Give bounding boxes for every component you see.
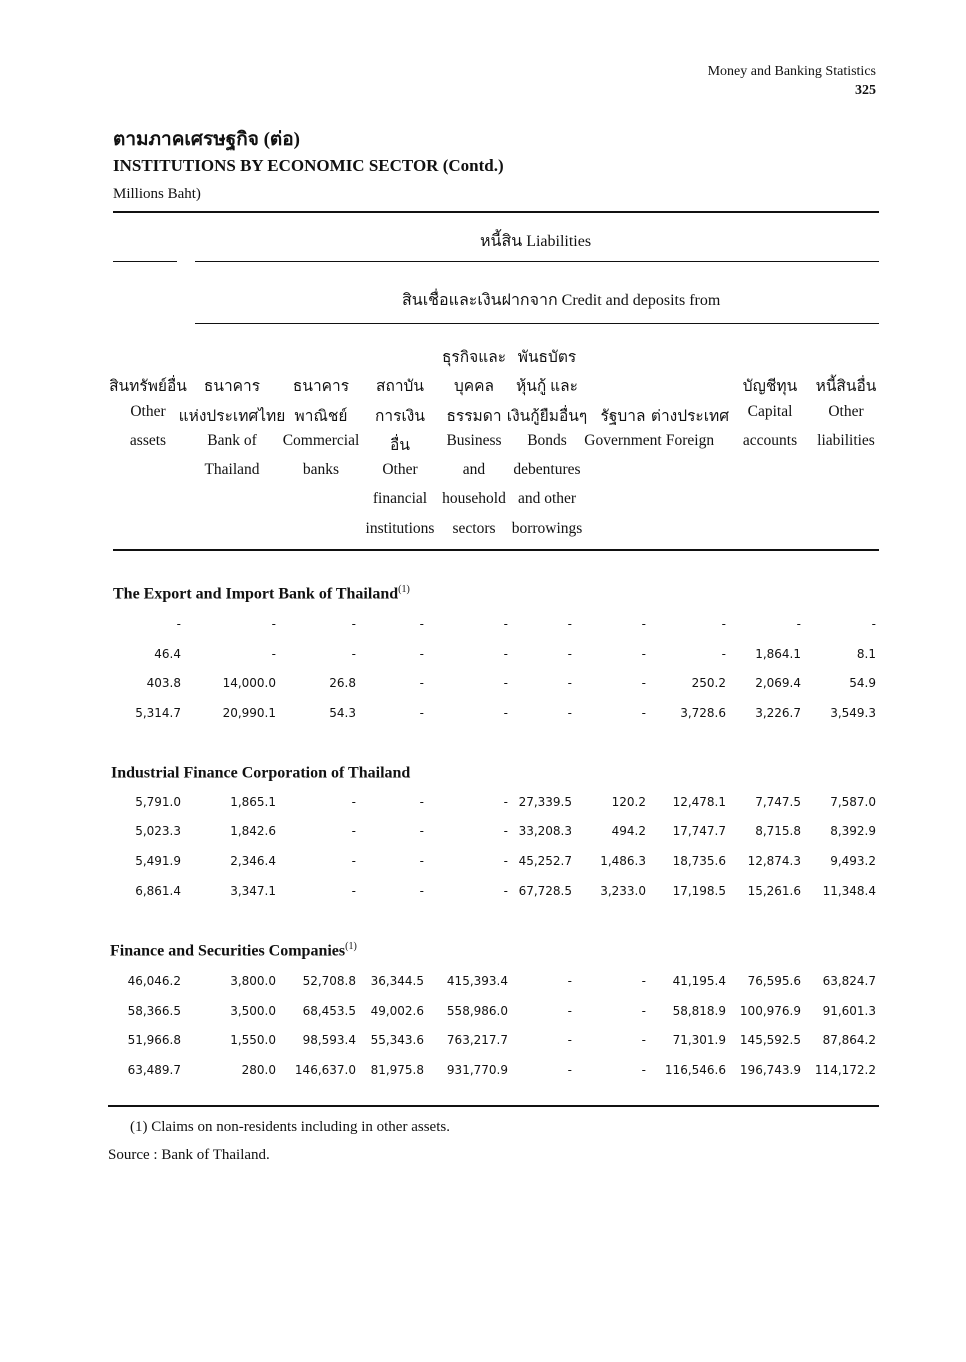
liabilities-rule (195, 261, 879, 262)
column-header-line: การเงิน (375, 408, 425, 425)
header-bottom-rule (113, 549, 879, 551)
table-cell: 15,261.6 (747, 884, 801, 898)
table-cell: - (419, 795, 424, 809)
table-cell: - (641, 974, 646, 988)
table-cell: 3,500.0 (230, 1004, 276, 1018)
liabilities-group-heading: หนี้สิน Liabilities (480, 233, 592, 250)
table-cell: 415,393.4 (446, 974, 508, 988)
table-cell: - (567, 1004, 572, 1018)
table-cell: 9,493.2 (830, 854, 876, 868)
table-cell: - (503, 795, 508, 809)
column-header-line: สถาบัน (376, 378, 424, 395)
column-header-line: banks (302, 461, 340, 478)
table-cell: 3,226.7 (755, 706, 801, 720)
table-cell: 41,195.4 (672, 974, 726, 988)
table-cell: - (271, 647, 276, 661)
table-row (0, 824, 966, 844)
column-header-line: Foreign (665, 432, 715, 449)
table-cell: - (796, 617, 801, 631)
column-header-line: Other (130, 403, 166, 420)
column-header-line: liabilities (817, 432, 875, 449)
table-cell: 1,550.0 (230, 1033, 276, 1047)
table-cell: 5,314.7 (135, 706, 181, 720)
table-row (0, 676, 966, 696)
table-cell: 1,486.3 (600, 854, 646, 868)
column-header-line: สินทรัพย์อื่น (109, 378, 187, 395)
table-row (0, 1063, 966, 1083)
table-cell: 196,743.9 (739, 1063, 801, 1077)
table-cell: 1,865.1 (230, 795, 276, 809)
table-cell: 17,747.7 (672, 824, 726, 838)
table-cell: 7,587.0 (830, 795, 876, 809)
table-cell: - (176, 617, 181, 631)
table-cell: 6,861.4 (135, 884, 181, 898)
table-cell: 46,046.2 (127, 974, 181, 988)
column-header-line: Other (828, 403, 864, 420)
footnote-1: (1) Claims on non-residents including in other assets. (130, 1119, 450, 1135)
table-cell: - (641, 1063, 646, 1077)
table-cell: - (503, 617, 508, 631)
table-bottom-rule (108, 1105, 879, 1107)
table-row (0, 706, 966, 726)
table-cell: - (567, 706, 572, 720)
column-header-line: Other (382, 461, 418, 478)
section-title-text: Industrial Finance Corporation of Thailand (111, 764, 411, 782)
column-header-line: พาณิชย์ (294, 408, 348, 425)
table-cell: - (351, 824, 356, 838)
table-row (0, 974, 966, 994)
table-cell: - (503, 647, 508, 661)
table-cell: - (503, 676, 508, 690)
column-header-line: ธุรกิจและ (441, 349, 507, 366)
table-cell: 5,023.3 (135, 824, 181, 838)
top-rule (113, 211, 879, 213)
column-header-line: รัฐบาล (600, 408, 646, 425)
table-cell: 3,233.0 (600, 884, 646, 898)
column-header-line: borrowings (511, 520, 583, 537)
column-header-line: household (442, 490, 506, 507)
table-cell: 36,344.5 (370, 974, 424, 988)
table-cell: - (351, 795, 356, 809)
section-title-text: The Export and Import Bank of Thailand (113, 585, 399, 603)
table-cell: 403.8 (146, 676, 181, 690)
table-cell: 68,453.5 (302, 1004, 356, 1018)
table-row (0, 795, 966, 815)
table-cell: 98,593.4 (302, 1033, 356, 1047)
table-cell: 558,986.0 (446, 1004, 508, 1018)
credit-deposits-group-heading: สินเชื่อและเงินฝากจาก Credit and deposits from (402, 292, 721, 309)
left-short-rule (113, 261, 177, 262)
table-cell: - (351, 884, 356, 898)
column-header-line: Government (584, 432, 662, 449)
english-title: INSTITUTIONS BY ECONOMIC SECTOR (Contd.) (113, 156, 504, 175)
table-cell: 27,339.5 (518, 795, 572, 809)
section-title-text: Finance and Securities Companies (110, 942, 346, 960)
table-cell: - (351, 617, 356, 631)
table-cell: - (567, 617, 572, 631)
column-header-line: financial (372, 490, 428, 507)
thai-title: ตามภาคเศรษฐกิจ (ต่อ) (113, 129, 300, 150)
table-cell: 49,002.6 (370, 1004, 424, 1018)
column-header-line: หนี้สินอื่น (815, 378, 877, 395)
table-cell: - (419, 617, 424, 631)
column-header-line: พันธบัตร (517, 349, 577, 366)
table-cell: - (351, 854, 356, 868)
table-cell: 18,735.6 (672, 854, 726, 868)
table-cell: 114,172.2 (814, 1063, 876, 1077)
table-cell: 3,347.1 (230, 884, 276, 898)
column-header-line: Commercial (282, 432, 360, 449)
table-cell: 33,208.3 (518, 824, 572, 838)
table-cell: - (419, 706, 424, 720)
column-header-line: ธนาคาร (203, 378, 261, 395)
table-cell: - (721, 617, 726, 631)
table-cell: - (567, 1063, 572, 1077)
table-cell: 3,800.0 (230, 974, 276, 988)
column-header-line: เงินกู้ยืมอื่นๆ (506, 408, 588, 425)
table-row (0, 617, 966, 637)
units-label: Millions Baht) (113, 186, 201, 202)
table-cell: 2,346.4 (230, 854, 276, 868)
table-cell: 8.1 (856, 647, 876, 661)
table-cell: - (419, 676, 424, 690)
table-cell: 250.2 (691, 676, 726, 690)
table-row (0, 1004, 966, 1024)
table-cell: - (419, 854, 424, 868)
table-cell: 58,366.5 (127, 1004, 181, 1018)
table-cell: - (351, 647, 356, 661)
table-cell: 14,000.0 (222, 676, 276, 690)
table-cell: - (271, 617, 276, 631)
table-cell: - (641, 617, 646, 631)
column-header-line: Bank of (207, 432, 257, 449)
page-number: 325 (855, 83, 876, 98)
table-cell: 12,874.3 (747, 854, 801, 868)
table-cell: 5,491.9 (135, 854, 181, 868)
table-cell: 494.2 (611, 824, 646, 838)
table-cell: 7,747.5 (755, 795, 801, 809)
table-cell: - (503, 706, 508, 720)
table-cell: 5,791.0 (135, 795, 181, 809)
table-cell: - (419, 884, 424, 898)
column-header-line: บุคคล (453, 378, 495, 395)
table-cell: 2,069.4 (755, 676, 801, 690)
column-header-line: ต่างประเทศ (650, 408, 730, 425)
table-cell: 52,708.8 (302, 974, 356, 988)
table-cell: 116,546.6 (664, 1063, 726, 1077)
table-cell: 76,595.6 (747, 974, 801, 988)
column-header-line: แห่งประเทศไทย (178, 408, 286, 425)
table-cell: - (503, 854, 508, 868)
table-cell: 20,990.1 (222, 706, 276, 720)
table-cell: 12,478.1 (672, 795, 726, 809)
table-cell: 63,824.7 (822, 974, 876, 988)
table-cell: 63,489.7 (127, 1063, 181, 1077)
source-note: Source : Bank of Thailand. (108, 1147, 270, 1163)
section-title-finance-securities (110, 941, 357, 960)
column-header-line: Capital (747, 403, 793, 420)
table-cell: 54.9 (849, 676, 876, 690)
table-cell: 763,217.7 (446, 1033, 508, 1047)
table-cell: 8,715.8 (755, 824, 801, 838)
column-header-line: institutions (365, 520, 435, 537)
table-cell: 280.0 (241, 1063, 276, 1077)
table-cell: 26.8 (329, 676, 356, 690)
column-header-line: อื่น (390, 437, 410, 454)
table-cell: - (419, 647, 424, 661)
table-cell: - (641, 647, 646, 661)
section-title-ifct (111, 763, 410, 782)
table-cell: 55,343.6 (370, 1033, 424, 1047)
running-header (708, 62, 876, 100)
table-row (0, 1033, 966, 1053)
table-row (0, 647, 966, 667)
table-cell: 81,975.8 (370, 1063, 424, 1077)
table-cell: 3,728.6 (680, 706, 726, 720)
table-row (0, 854, 966, 874)
table-cell: - (641, 676, 646, 690)
column-header-line: accounts (742, 432, 798, 449)
section-title-exim (113, 584, 410, 603)
table-cell: - (503, 824, 508, 838)
running-title: Money and Banking Statistics (707, 64, 876, 79)
table-cell: 91,601.3 (822, 1004, 876, 1018)
column-header-line: debentures (513, 461, 581, 478)
table-cell: 3,549.3 (830, 706, 876, 720)
footnote-mark: (1) (345, 941, 357, 952)
table-cell: 1,864.1 (755, 647, 801, 661)
column-header-line: ธนาคาร (292, 378, 350, 395)
table-row (0, 884, 966, 904)
table-cell: - (419, 824, 424, 838)
table-cell: 931,770.9 (446, 1063, 508, 1077)
column-header-line: Business (446, 432, 502, 449)
column-header-line: sectors (452, 520, 496, 537)
table-cell: 67,728.5 (518, 884, 572, 898)
table-cell: 1,842.6 (230, 824, 276, 838)
table-cell: 8,392.9 (830, 824, 876, 838)
table-cell: 71,301.9 (672, 1033, 726, 1047)
column-header-line: and other (517, 490, 577, 507)
column-header-line: assets (129, 432, 167, 449)
table-cell: - (641, 1004, 646, 1018)
table-cell: - (641, 706, 646, 720)
column-header-line: Thailand (204, 461, 260, 478)
table-cell: - (641, 1033, 646, 1047)
table-cell: 46.4 (154, 647, 181, 661)
table-cell: 11,348.4 (822, 884, 876, 898)
credit-rule (195, 323, 879, 324)
table-cell: 145,592.5 (739, 1033, 801, 1047)
column-header-line: ธรรมดา (446, 408, 502, 425)
table-cell: 146,637.0 (294, 1063, 356, 1077)
table-cell: 51,966.8 (127, 1033, 181, 1047)
table-cell: 100,976.9 (739, 1004, 801, 1018)
table-cell: - (567, 974, 572, 988)
footnote-mark: (1) (398, 584, 410, 595)
table-cell: - (567, 647, 572, 661)
table-cell: - (503, 884, 508, 898)
table-cell: - (721, 647, 726, 661)
table-cell: 45,252.7 (518, 854, 572, 868)
table-cell: 54.3 (329, 706, 356, 720)
table-cell: 120.2 (611, 795, 646, 809)
table-cell: 87,864.2 (822, 1033, 876, 1047)
column-header-line: หุ้นกู้ และ (516, 378, 578, 395)
column-header-line: and (462, 461, 486, 478)
table-cell: 58,818.9 (672, 1004, 726, 1018)
table-cell: - (567, 1033, 572, 1047)
column-header-line: บัญชีทุน (742, 378, 798, 395)
column-header-line: Bonds (527, 432, 567, 449)
table-cell: - (871, 617, 876, 631)
table-cell: 17,198.5 (672, 884, 726, 898)
table-cell: - (567, 676, 572, 690)
